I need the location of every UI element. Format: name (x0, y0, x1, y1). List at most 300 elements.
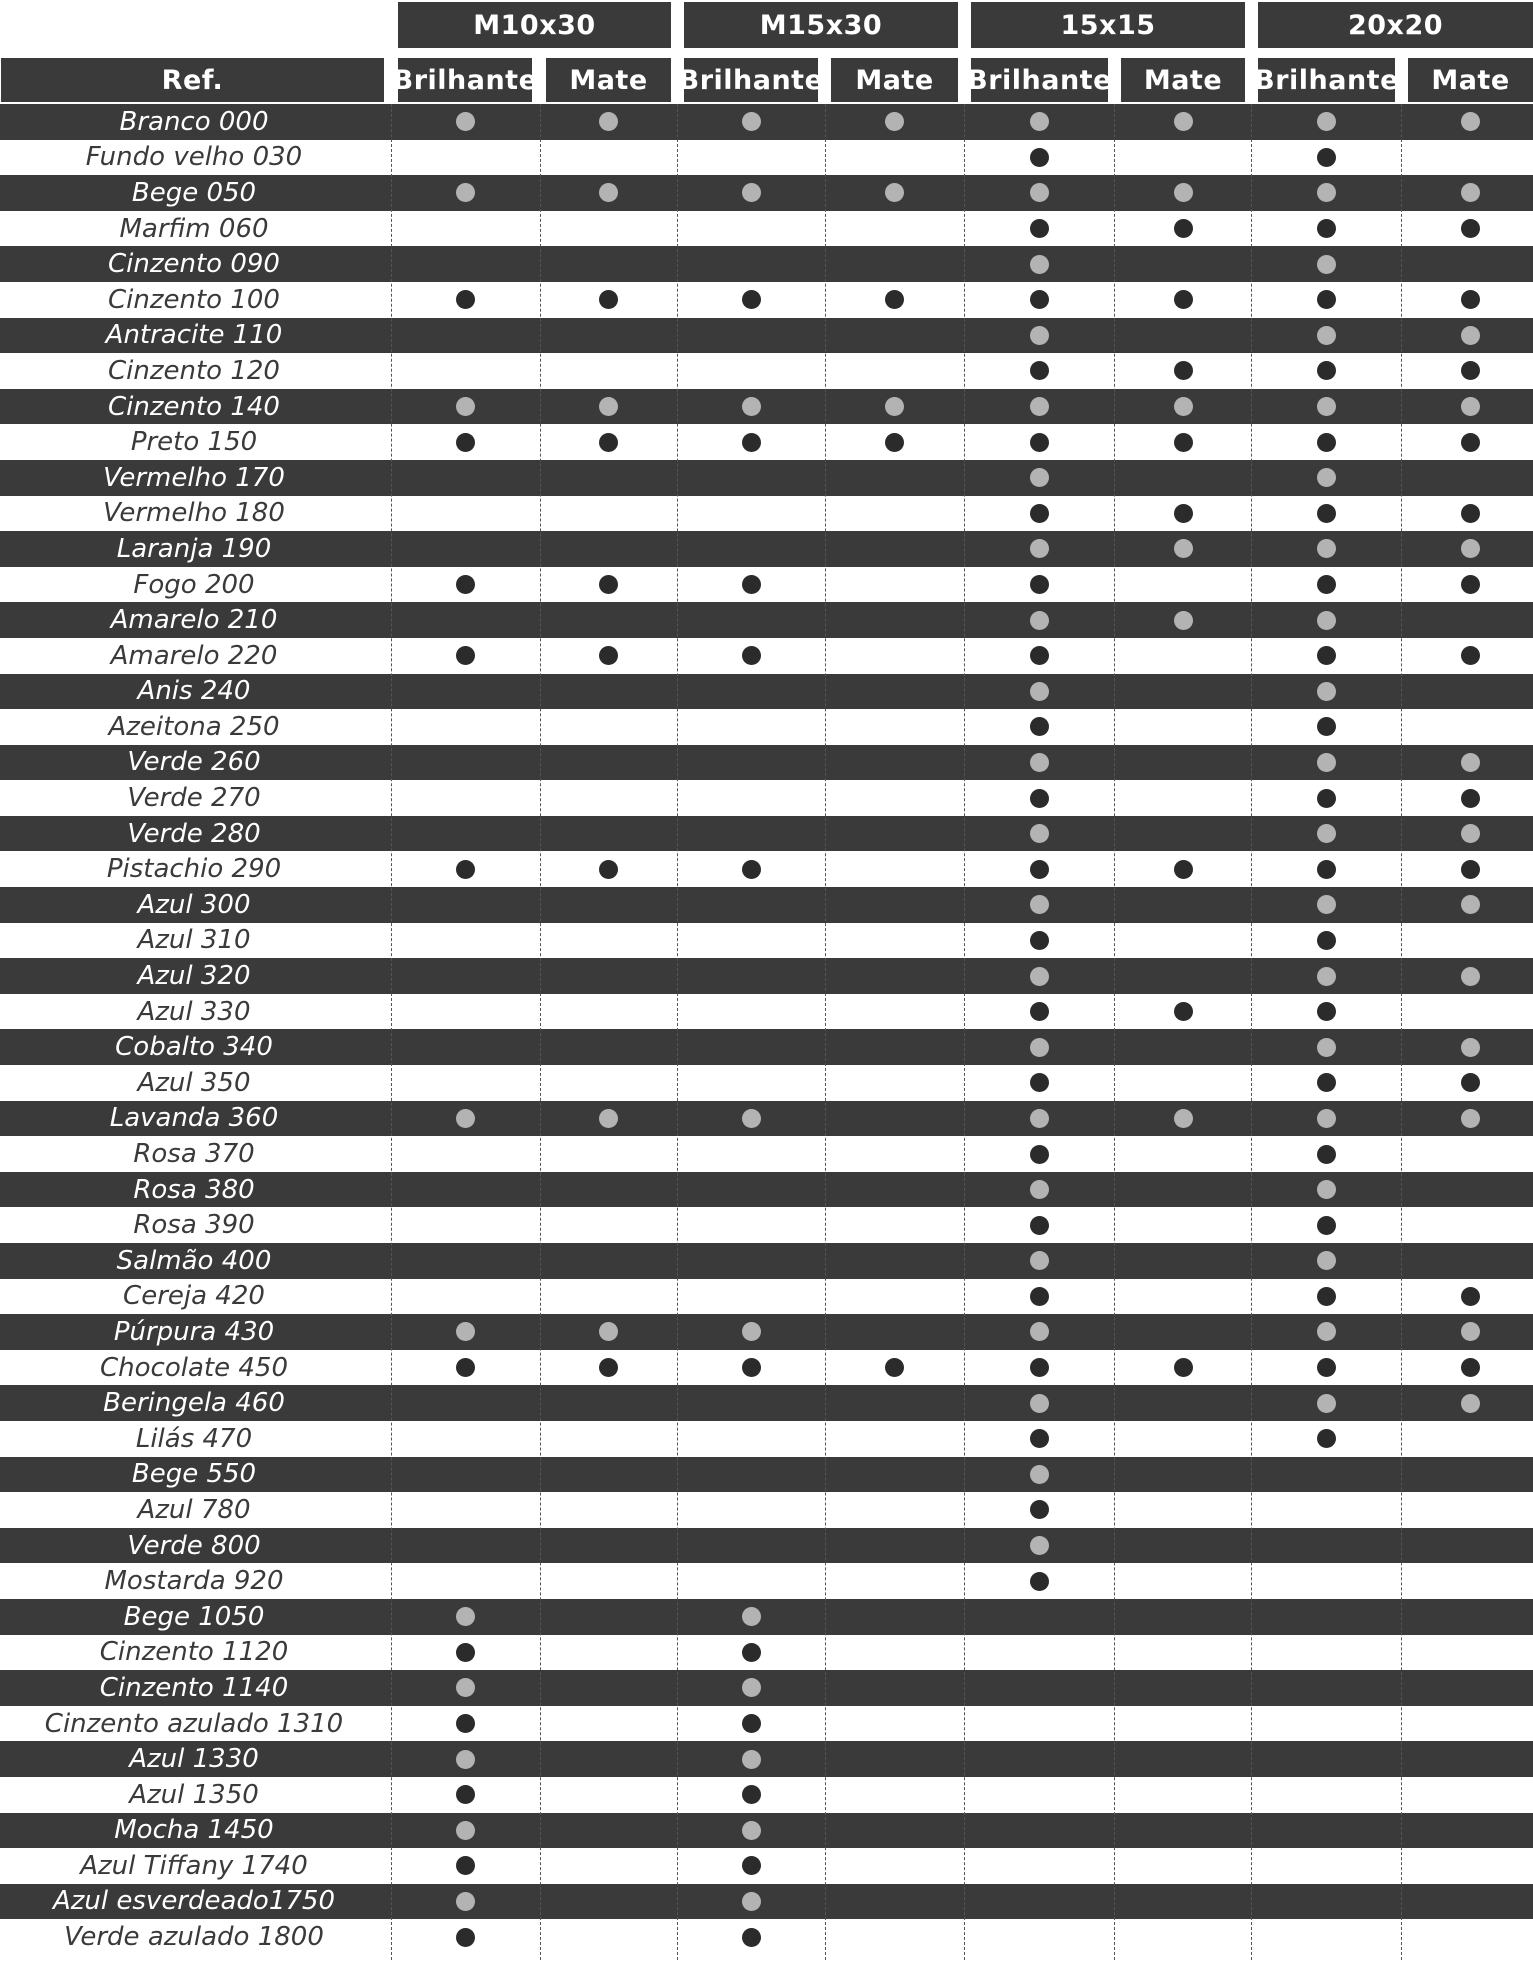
availability-cell (1408, 1243, 1533, 1279)
availability-cell (971, 1848, 1108, 1884)
availability-cell (1121, 1314, 1245, 1350)
availability-cell (971, 602, 1108, 638)
ref-label: Cinzento 100 (108, 284, 280, 315)
availability-cell (398, 567, 532, 603)
availability-cell (546, 1421, 671, 1457)
dark-dot-icon (1317, 1216, 1336, 1235)
table-row (0, 1813, 1533, 1849)
availability-cell (1408, 923, 1533, 959)
availability-cell (1408, 1279, 1533, 1315)
light-dot-icon (1030, 1251, 1049, 1270)
availability-cell (1121, 389, 1245, 425)
ref-label: Verde azulado 1800 (64, 1922, 324, 1953)
dark-dot-icon (1174, 290, 1193, 309)
availability-cell (971, 1599, 1108, 1635)
dark-dot-icon (742, 575, 761, 594)
availability-cell (684, 1029, 818, 1065)
dark-dot-icon (456, 1928, 475, 1947)
availability-cell (546, 318, 671, 354)
availability-cell (546, 1777, 671, 1813)
dark-dot-icon (885, 433, 904, 452)
availability-cell (398, 531, 532, 567)
dark-dot-icon (1317, 290, 1336, 309)
availability-cell (398, 1492, 532, 1528)
light-dot-icon (1030, 682, 1049, 701)
table-row (0, 1706, 1533, 1742)
ref-label: Antracite 110 (105, 320, 283, 351)
availability-cell (684, 602, 818, 638)
availability-cell (684, 851, 818, 887)
availability-cell (971, 1741, 1108, 1777)
dark-dot-icon (599, 290, 618, 309)
availability-cell (1408, 140, 1533, 176)
availability-cell (1121, 745, 1245, 781)
availability-cell (1258, 1172, 1395, 1208)
availability-cell (684, 318, 818, 354)
availability-cell (684, 745, 818, 781)
availability-cell (398, 1385, 532, 1421)
availability-cell (546, 1706, 671, 1742)
light-dot-icon (1174, 183, 1193, 202)
availability-cell (1121, 318, 1245, 354)
availability-cell (1121, 424, 1245, 460)
availability-cell (546, 1172, 671, 1208)
availability-cell (1258, 140, 1395, 176)
availability-cell (546, 638, 671, 674)
ref-label: Bege 1050 (123, 1601, 265, 1632)
availability-cell (1408, 1421, 1533, 1457)
light-dot-icon (1461, 1038, 1480, 1057)
availability-cell (1258, 1884, 1395, 1920)
availability-cell (1121, 1243, 1245, 1279)
dark-dot-icon (742, 290, 761, 309)
availability-cell (1408, 318, 1533, 354)
availability-cell (831, 994, 958, 1030)
dark-dot-icon (885, 290, 904, 309)
availability-cell (684, 1421, 818, 1457)
dark-dot-icon (1461, 1073, 1480, 1092)
availability-cell (831, 1243, 958, 1279)
availability-cell (398, 1848, 532, 1884)
availability-cell (684, 923, 818, 959)
availability-cell (1121, 958, 1245, 994)
availability-cell (831, 1172, 958, 1208)
availability-cell (398, 1563, 532, 1599)
availability-cell (546, 531, 671, 567)
table-row (0, 851, 1533, 887)
light-dot-icon (1317, 539, 1336, 558)
light-dot-icon (742, 1678, 761, 1697)
table-row (0, 424, 1533, 460)
table-row (0, 1101, 1533, 1137)
availability-cell (1121, 1563, 1245, 1599)
availability-cell (831, 1065, 958, 1101)
dark-dot-icon (1317, 361, 1336, 380)
availability-cell (1408, 709, 1533, 745)
dark-dot-icon (742, 1358, 761, 1377)
table-row (0, 1172, 1533, 1208)
dark-dot-icon (1461, 575, 1480, 594)
availability-cell (1121, 1136, 1245, 1172)
availability-cell (831, 1528, 958, 1564)
availability-cell (831, 1421, 958, 1457)
availability-cell (1121, 1065, 1245, 1101)
ref-label: Preto 150 (130, 427, 258, 458)
light-dot-icon (1030, 1465, 1049, 1484)
availability-cell (546, 424, 671, 460)
availability-cell (546, 674, 671, 710)
availability-cell (398, 175, 532, 211)
dark-dot-icon (742, 433, 761, 452)
availability-cell (546, 496, 671, 532)
availability-cell (831, 282, 958, 318)
availability-cell (831, 958, 958, 994)
availability-cell (1258, 496, 1395, 532)
table-row (0, 1528, 1533, 1564)
light-dot-icon (1317, 1180, 1336, 1199)
availability-cell (684, 1919, 818, 1955)
availability-cell (1121, 780, 1245, 816)
availability-cell (1408, 211, 1533, 247)
availability-cell (684, 282, 818, 318)
light-dot-icon (1030, 255, 1049, 274)
availability-cell (831, 709, 958, 745)
availability-cell (1121, 246, 1245, 282)
availability-cell (971, 638, 1108, 674)
availability-cell (831, 104, 958, 140)
availability-cell (831, 1314, 958, 1350)
ref-label: Vermelho 180 (103, 498, 285, 529)
ref-label: Azul 300 (137, 889, 251, 920)
availability-cell (971, 460, 1108, 496)
availability-cell (684, 1314, 818, 1350)
light-dot-icon (1030, 326, 1049, 345)
availability-cell (1121, 531, 1245, 567)
availability-cell (546, 1492, 671, 1528)
availability-cell (398, 1706, 532, 1742)
light-dot-icon (742, 1607, 761, 1626)
availability-cell (1121, 1884, 1245, 1920)
availability-cell (1121, 602, 1245, 638)
availability-cell (1258, 994, 1395, 1030)
availability-cell (1258, 1670, 1395, 1706)
ref-label: Cinzento 090 (108, 249, 280, 280)
light-dot-icon (742, 1821, 761, 1840)
availability-cell (546, 994, 671, 1030)
availability-cell (1121, 1385, 1245, 1421)
availability-cell (831, 1777, 958, 1813)
subheader-20x20-brilhante: Brilhante (1258, 58, 1395, 102)
availability-cell (1258, 709, 1395, 745)
light-dot-icon (1461, 397, 1480, 416)
dark-dot-icon (742, 1785, 761, 1804)
availability-cell (1408, 851, 1533, 887)
table-row (0, 780, 1533, 816)
ref-label: Cinzento azulado 1310 (44, 1708, 344, 1739)
ref-label: Azul 1330 (129, 1744, 259, 1775)
availability-cell (684, 140, 818, 176)
availability-cell (1258, 1243, 1395, 1279)
dark-dot-icon (1030, 789, 1049, 808)
availability-cell (1408, 816, 1533, 852)
availability-cell (971, 424, 1108, 460)
dark-dot-icon (456, 575, 475, 594)
availability-cell (1408, 389, 1533, 425)
availability-cell (1258, 1457, 1395, 1493)
availability-cell (546, 389, 671, 425)
ref-label: Fundo velho 030 (85, 142, 303, 173)
light-dot-icon (742, 397, 761, 416)
availability-cell (1408, 1919, 1533, 1955)
availability-cell (1121, 674, 1245, 710)
availability-cell (398, 1172, 532, 1208)
light-dot-icon (1030, 753, 1049, 772)
ref-label: Verde 280 (127, 818, 261, 849)
availability-cell (398, 1065, 532, 1101)
light-dot-icon (1030, 1038, 1049, 1057)
dark-dot-icon (1030, 1216, 1049, 1235)
availability-cell (1408, 1314, 1533, 1350)
availability-cell (831, 140, 958, 176)
table-row (0, 1884, 1533, 1920)
table-row (0, 175, 1533, 211)
availability-cell (1408, 1207, 1533, 1243)
availability-cell (546, 923, 671, 959)
ref-label: Fogo 200 (133, 569, 255, 600)
availability-cell (684, 1172, 818, 1208)
availability-cell (1258, 923, 1395, 959)
availability-cell (1121, 1492, 1245, 1528)
ref-label: Rosa 390 (133, 1210, 255, 1241)
light-dot-icon (1461, 539, 1480, 558)
availability-cell (971, 1314, 1108, 1350)
dark-dot-icon (1174, 433, 1193, 452)
availability-cell (1408, 1599, 1533, 1635)
availability-cell (546, 567, 671, 603)
availability-cell (684, 1457, 818, 1493)
availability-cell (1258, 1528, 1395, 1564)
ref-label: Azul 320 (137, 961, 251, 992)
availability-cell (971, 1350, 1108, 1386)
availability-cell (831, 1813, 958, 1849)
availability-cell (831, 424, 958, 460)
group-header-15x15: 15x15 (971, 2, 1245, 48)
availability-cell (1121, 1919, 1245, 1955)
dark-dot-icon (1317, 1429, 1336, 1448)
availability-cell (831, 1029, 958, 1065)
availability-cell (546, 460, 671, 496)
light-dot-icon (599, 1109, 618, 1128)
availability-cell (1121, 1421, 1245, 1457)
availability-cell (398, 1029, 532, 1065)
availability-cell (398, 674, 532, 710)
dark-dot-icon (456, 860, 475, 879)
table-row (0, 531, 1533, 567)
availability-cell (831, 246, 958, 282)
availability-cell (398, 1314, 532, 1350)
ref-label: Rosa 370 (133, 1139, 255, 1170)
availability-cell (1121, 994, 1245, 1030)
group-header-m15x30: M15x30 (684, 2, 958, 48)
dark-dot-icon (599, 646, 618, 665)
light-dot-icon (1030, 112, 1049, 131)
availability-cell (684, 104, 818, 140)
availability-cell (1121, 887, 1245, 923)
availability-cell (1408, 1385, 1533, 1421)
light-dot-icon (1030, 611, 1049, 630)
dark-dot-icon (1317, 148, 1336, 167)
dark-dot-icon (1317, 931, 1336, 950)
availability-cell (1258, 887, 1395, 923)
light-dot-icon (742, 1750, 761, 1769)
availability-cell (398, 1279, 532, 1315)
availability-cell (1121, 1528, 1245, 1564)
light-dot-icon (1317, 1394, 1336, 1413)
availability-cell (684, 994, 818, 1030)
table-row (0, 1599, 1533, 1635)
light-dot-icon (1317, 1322, 1336, 1341)
availability-cell (831, 674, 958, 710)
dark-dot-icon (1461, 290, 1480, 309)
light-dot-icon (1317, 183, 1336, 202)
availability-cell (546, 104, 671, 140)
availability-cell (1258, 1599, 1395, 1635)
availability-cell (1408, 1136, 1533, 1172)
availability-cell (971, 816, 1108, 852)
dark-dot-icon (1030, 717, 1049, 736)
table-row (0, 709, 1533, 745)
dark-dot-icon (1174, 219, 1193, 238)
availability-cell (831, 460, 958, 496)
availability-cell (1121, 353, 1245, 389)
table-row (0, 1670, 1533, 1706)
availability-cell (546, 1065, 671, 1101)
availability-cell (971, 1243, 1108, 1279)
availability-cell (684, 816, 818, 852)
availability-cell (1408, 780, 1533, 816)
availability-cell (971, 389, 1108, 425)
availability-cell (684, 1207, 818, 1243)
dark-dot-icon (1174, 361, 1193, 380)
dark-dot-icon (1317, 646, 1336, 665)
availability-cell (684, 1706, 818, 1742)
subheader-m10x30-brilhante: Brilhante (398, 58, 532, 102)
availability-cell (546, 1848, 671, 1884)
availability-cell (398, 923, 532, 959)
availability-cell (546, 1385, 671, 1421)
light-dot-icon (1030, 397, 1049, 416)
table-row (0, 1207, 1533, 1243)
availability-cell (684, 424, 818, 460)
light-dot-icon (1461, 824, 1480, 843)
availability-cell (971, 780, 1108, 816)
dark-dot-icon (456, 1643, 475, 1662)
availability-cell (684, 1528, 818, 1564)
availability-cell (684, 638, 818, 674)
availability-cell (398, 1207, 532, 1243)
light-dot-icon (1030, 1322, 1049, 1341)
availability-cell (1121, 1670, 1245, 1706)
light-dot-icon (885, 397, 904, 416)
availability-cell (546, 1029, 671, 1065)
light-dot-icon (885, 112, 904, 131)
ref-label: Azul Tiffany 1740 (80, 1850, 308, 1881)
table-row (0, 674, 1533, 710)
dark-dot-icon (1030, 860, 1049, 879)
availability-cell (1258, 1101, 1395, 1137)
availability-cell (1121, 1172, 1245, 1208)
availability-cell (398, 1670, 532, 1706)
availability-cell (684, 1243, 818, 1279)
ref-label: Azul 310 (137, 925, 251, 956)
table-row (0, 1919, 1533, 1955)
availability-cell (1408, 1492, 1533, 1528)
light-dot-icon (1030, 468, 1049, 487)
dark-dot-icon (1461, 433, 1480, 452)
availability-cell (546, 958, 671, 994)
table-row (0, 282, 1533, 318)
availability-cell (684, 1136, 818, 1172)
availability-cell (546, 602, 671, 638)
availability-cell (1258, 1563, 1395, 1599)
availability-cell (971, 1065, 1108, 1101)
dark-dot-icon (885, 1358, 904, 1377)
light-dot-icon (456, 1750, 475, 1769)
availability-cell (1408, 246, 1533, 282)
availability-cell (1121, 1635, 1245, 1671)
light-dot-icon (1030, 1180, 1049, 1199)
availability-cell (684, 211, 818, 247)
availability-cell (546, 140, 671, 176)
availability-cell (546, 1279, 671, 1315)
availability-cell (684, 887, 818, 923)
availability-cell (398, 424, 532, 460)
availability-cell (398, 994, 532, 1030)
light-dot-icon (1317, 1038, 1336, 1057)
light-dot-icon (599, 1322, 618, 1341)
table-row (0, 1314, 1533, 1350)
availability-cell (971, 1172, 1108, 1208)
availability-cell (831, 638, 958, 674)
dark-dot-icon (1317, 219, 1336, 238)
availability-cell (398, 1457, 532, 1493)
availability-cell (1121, 1706, 1245, 1742)
dark-dot-icon (599, 860, 618, 879)
dark-dot-icon (1461, 219, 1480, 238)
light-dot-icon (1317, 967, 1336, 986)
availability-cell (831, 1599, 958, 1635)
availability-cell (546, 1599, 671, 1635)
light-dot-icon (1461, 183, 1480, 202)
availability-cell (684, 1350, 818, 1386)
availability-cell (398, 353, 532, 389)
light-dot-icon (1317, 753, 1336, 772)
availability-cell (1121, 1599, 1245, 1635)
availability-cell (1121, 1457, 1245, 1493)
availability-cell (398, 1884, 532, 1920)
availability-cell (398, 1741, 532, 1777)
availability-cell (831, 496, 958, 532)
table-row (0, 1635, 1533, 1671)
availability-cell (546, 175, 671, 211)
light-dot-icon (456, 1678, 475, 1697)
subheader-m15x30-mate: Mate (831, 58, 958, 102)
light-dot-icon (1030, 1394, 1049, 1413)
table-row (0, 602, 1533, 638)
dark-dot-icon (1174, 504, 1193, 523)
light-dot-icon (1317, 326, 1336, 345)
availability-cell (398, 1599, 532, 1635)
